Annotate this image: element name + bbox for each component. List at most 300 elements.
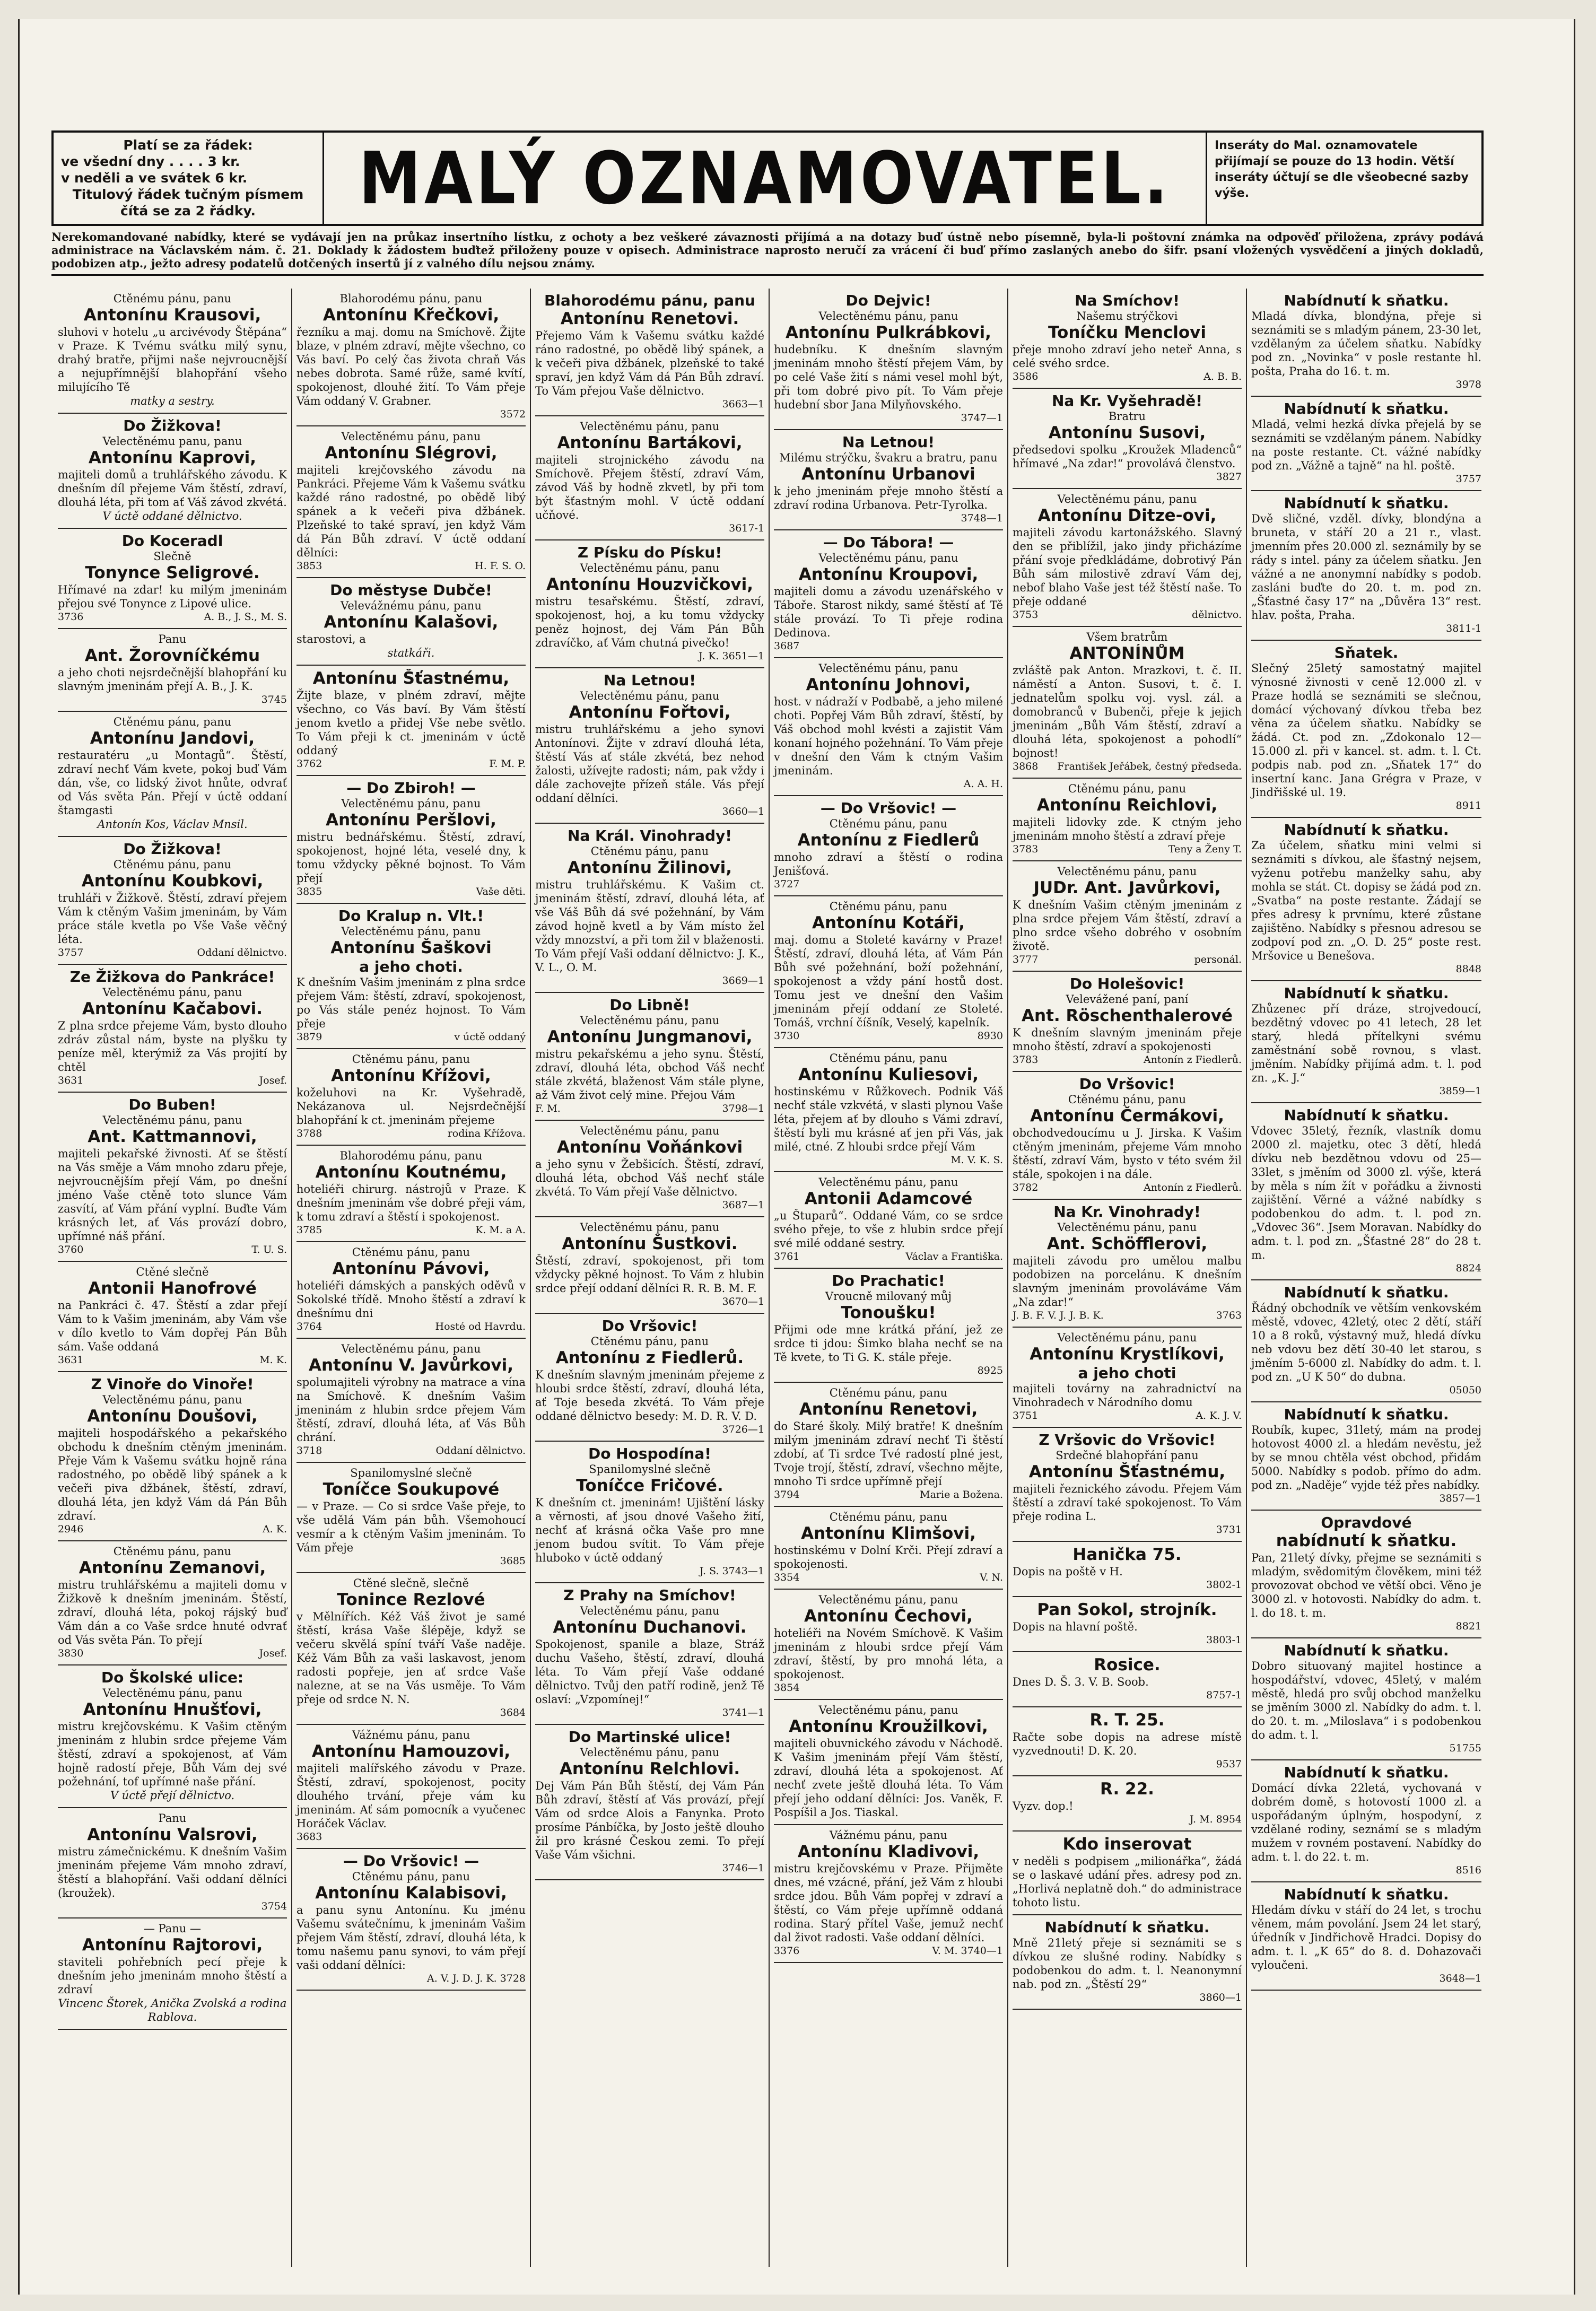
ad-heading: Nabídnutí k sňatku. — [1284, 1106, 1449, 1124]
ad-footer — [58, 946, 287, 959]
ad-body: a jeho choti nejsrdečnější blahopřání ku slavným jmeninám přejí A. B., J. K. — [58, 666, 287, 693]
classified-ad — [296, 1049, 526, 1146]
ad-heading: Na Letnou! — [842, 433, 935, 451]
ad-footer — [1013, 953, 1242, 966]
ad-body: v Mělnířích. Kéž Váš život je samé štěstí, krása Vaše šlépěje, když se večeru skvělá spíní tváří Vaše naděje. Kéž Vám Bůh za vaši laskavost, jenom radosti popřeje, jen ať srdce Vaše nalezne, at se na Vás usměje. To Vám přeje od srdce N. N. — [296, 1610, 526, 1706]
ad-code: 3879 — [296, 1031, 322, 1043]
ad-greeting: Spanilomyslné slečně — [350, 1467, 472, 1479]
ad-footer — [774, 1571, 1003, 1584]
ad-footer — [58, 693, 287, 706]
ad-greeting: Slečně — [153, 550, 191, 563]
ad-heading: Opravdové — [1321, 1514, 1412, 1531]
ad-addressee: Antonínu Voňánkovi — [556, 1138, 743, 1157]
ad-initials: Václav a Františka. — [905, 1251, 1003, 1262]
ad-footer — [1251, 473, 1481, 485]
ad-body: majiteli obuvnického závodu v Náchodě. K Vašim jmeninám přejí Vám štěstí, zdraví, dlouhá léta a spokojenost. Ať nechť zvete ještě dlouhá léta. To Vám přejí jeho oddaní dělníci: Jos. Vaněk, F. Pospíšil a Jos. Tiaskal. — [774, 1737, 1003, 1819]
ad-initials: 9537 — [1216, 1758, 1242, 1770]
ad-footer — [296, 885, 526, 898]
ad-addressee: nabídnutí k sňatku. — [1276, 1531, 1457, 1550]
ad-footer — [1013, 1309, 1242, 1322]
ad-greeting: Ctěnému pánu, panu — [590, 1335, 709, 1348]
classified-ad — [58, 414, 287, 529]
ad-greeting: Velectěnému pánu, panu — [580, 1124, 720, 1137]
ad-footer — [774, 1488, 1003, 1501]
ad-addressee: Antonínu Čermákovi, — [1030, 1106, 1224, 1126]
ad-footer — [1251, 1492, 1481, 1505]
ad-greeting: Velectěnému pánu, panu — [1057, 1331, 1197, 1344]
classified-ad — [535, 668, 764, 824]
ad-heading: Do Vršovic! — [1079, 1075, 1175, 1093]
ad-body: mistru krejčovskému v Praze. Přijměte dnes, mé vzácné, přání, jež Vám z hloubi srdce jdou. Bůh Vám popřej v zdraví a štěstí, co Vám přeje upřímně oddaná rodina. Starý přítel Vaše, jemuž nechť dal život radosti. Vaše oddaní dělníci. — [774, 1862, 1003, 1944]
ad-body: Dnes D. Š. 3. V. B. Soob. — [1013, 1676, 1149, 1688]
classified-ad — [296, 904, 526, 1049]
ad-greeting: Ctěné slečně, slečně — [353, 1577, 469, 1590]
classified-ad — [58, 1372, 287, 1541]
ad-greeting: Velectěnému pánu, panu — [580, 1604, 720, 1617]
ad-footer — [1013, 1813, 1242, 1826]
ad-footer — [1013, 470, 1242, 483]
ad-greeting: Velectěnému pánu, panu — [1057, 1221, 1197, 1234]
classified-ad — [58, 1093, 287, 1262]
ad-body: a jeho synu v Žebšicích. Štěstí, zdraví, dlouhá léta, obchod Váš nechť stále zkvétá. To Vám přejí Vaše dělnictvo. — [535, 1158, 764, 1198]
ad-footer — [1013, 1409, 1242, 1422]
ad-initials: Hosté od Havrdu. — [435, 1321, 526, 1332]
ad-addressee: Ant. Schöfflerovi, — [1046, 1234, 1208, 1253]
ad-initials: 3757 — [1455, 473, 1481, 485]
ad-body: hoteliéři na Novém Smíchově. K Vašim jmeninám z hloubi srdce přejí Vám zdraví, štěstí, by pro mnohá léta, a spokojenost. — [774, 1627, 1003, 1681]
classified-ad — [535, 824, 764, 993]
ad-body: starostovi, a — [296, 633, 366, 646]
classified-ad — [774, 1048, 1003, 1172]
ad-footer — [774, 640, 1003, 652]
ad-initials: 3859—1 — [1439, 1085, 1481, 1097]
ad-addressee: Antonínu Valsrovi, — [87, 1825, 258, 1844]
ad-body: Vyzv. dop.! — [1013, 1800, 1074, 1812]
ad-footer — [296, 1320, 526, 1333]
ad-subheading: a jeho choti — [1078, 1364, 1176, 1382]
classified-ad — [296, 289, 526, 426]
ad-heading: Do Žižkova! — [123, 840, 222, 858]
ad-greeting: Velectěnému pánu, panu — [580, 420, 720, 433]
ad-body: host. v nádraží v Podbabě, a jeho milené choti. Popřej Vám Bůh zdraví, štěstí, by Váš obchod mohl kvésti a zajistit Vám konaní hojného požehnání. To Vám přeje v dnešní den Vám k ctným Vašim jmeninám. — [774, 695, 1003, 777]
ad-footer — [774, 1030, 1003, 1042]
ad-footer — [1013, 1523, 1242, 1536]
ad-footer — [1251, 1085, 1481, 1097]
ad-initials: František Jeřábek, čestný předseda. — [1057, 761, 1242, 772]
ad-footer — [1013, 1758, 1242, 1771]
ad-initials: 3741—1 — [722, 1707, 764, 1719]
ad-footer — [774, 1250, 1003, 1263]
ad-greeting: Velectěnému pánu, panu — [818, 1704, 958, 1716]
ad-code: 3730 — [774, 1030, 800, 1042]
ad-code: 2946 — [58, 1523, 84, 1535]
ad-column — [54, 289, 292, 2267]
ad-greeting: Velectěnému pánu, panu — [818, 1593, 958, 1606]
classified-ad — [58, 837, 287, 965]
ad-greeting: Velectěnému pánu, panu — [102, 986, 242, 999]
ad-signature: matky a sestry. — [130, 395, 215, 407]
ad-footer — [774, 778, 1003, 790]
ad-addressee: Tonynce Seligrové. — [85, 563, 260, 582]
ad-heading: Na Král. Vinohrady! — [567, 827, 732, 844]
classified-ad — [535, 993, 764, 1121]
ad-body: spolumajiteli výrobny na matrace a vína na Smíchově. K dnešním Vašim jmeninám z hlubin srdce přejem Vám štěstí, zdraví, dlouhá léta, ať Vás Bůh chrání. — [296, 1376, 526, 1444]
ad-heading: Do městyse Dubče! — [330, 581, 492, 599]
ad-initials: V. M. 3740—1 — [932, 1945, 1003, 1957]
ad-initials: 8848 — [1455, 963, 1481, 975]
ad-initials: 3860—1 — [1199, 1992, 1242, 2003]
ad-body: restauratéru „u Montagů“. Štěstí, zdraví nechť Vám kvete, pokoj buď Vám dán, vše, co lidský život hnůte, odvrať od Vás světa Pán. Přejí v úctě oddaní štamgasti — [58, 749, 287, 817]
ad-body: Štěstí, zdraví, spokojenost, při tom vždycky pěkné hojnost. To Vám z hlubin srdce přejí oddaní dělníci R. R. B. M. F. — [535, 1254, 764, 1295]
ad-footer — [535, 805, 764, 818]
ad-heading: Do Vršovic! — [601, 1317, 698, 1335]
ad-greeting: Velectěnému pánu, panu — [102, 1687, 242, 1699]
ad-footer — [1013, 1689, 1242, 1702]
ad-addressee: ANTONÍNŮM — [1069, 644, 1185, 663]
ad-footer — [58, 1354, 287, 1366]
ad-body: zvláště pak Anton. Mrazkovi, t. č. II. náměstí a Anton. Susovi, t. č. I. jednatelům spolku voj. vysl. zál. a domobranců v Bubenči, přeje k jejich jmeninám „Bůh Vám štěstí, zdraví a dlouhá léta, spokojenost a pohodlí“ bojnost! — [1013, 664, 1242, 760]
ad-code: 3753 — [1013, 609, 1039, 621]
ad-signature: statkáři. — [387, 647, 435, 659]
ad-greeting: Ctěnému pánu, panu — [829, 1052, 948, 1065]
ad-addressee: Antonínu Kroužilkovi, — [789, 1717, 988, 1736]
classified-ad — [1251, 641, 1481, 818]
ad-body: mistru truhlářskému a majiteli domu v Žižkově k dnešním jmeninám. Štěstí, zdraví, dlouhá léta, pokoj rájský buď Vám dán a co Vaše srdce hnuté odvrať od Vás světa Pán. To přejí — [58, 1579, 287, 1646]
ad-heading: Z Vršovic do Vršovic! — [1039, 1431, 1216, 1449]
ad-footer — [58, 1074, 287, 1087]
ad-addressee: Antonínu Peršlovi, — [326, 810, 496, 830]
ad-body: hoteliéři chirurg. nástrojů v Praze. K dnešním jmeninám vše dobré přeji vám, k tomu zdraví a štěstí i spokojenost. — [296, 1183, 526, 1223]
classified-ad — [1013, 489, 1242, 627]
ad-footer — [58, 1523, 287, 1536]
ad-body: — v Praze. — Co si srdce Vaše přeje, to vše udělá Vám pán bůh. Všemohoucí vesmír a k ctěným Vašim jmeninám. To Vám přeje — [296, 1500, 526, 1554]
ad-greeting: Velectěnému pánu, panu — [818, 662, 958, 675]
ad-body: majiteli továrny na zahradnictví na Vinohradech v Národního domu — [1013, 1382, 1242, 1409]
ad-addressee: Antonínu Kotáři, — [812, 913, 965, 932]
ad-addressee: Antonínu V. Javůrkovi, — [308, 1356, 514, 1375]
ad-addressee: Ant. Röschenthalerové — [1022, 1006, 1233, 1025]
ad-greeting: Velectěnému pánu, panu — [580, 1221, 720, 1234]
ad-footer — [296, 1555, 526, 1567]
classified-ad — [1013, 861, 1242, 972]
ad-heading: Do Koceradl — [121, 532, 223, 550]
ad-greeting: Ctěnému pánu, panu — [1068, 1093, 1187, 1106]
ad-addressee: R. 22. — [1100, 1780, 1154, 1799]
classified-ad — [58, 712, 287, 837]
ad-footer — [774, 1944, 1003, 1957]
ad-addressee: Antonínu Kuliesovi, — [798, 1065, 979, 1084]
ad-body: Slečný 25letý samostatný majitel výnosné živnosti v ceně 12.000 zl. v Praze hodlá se seznámiti se slečnou, domácí výchovaný dívkou třeba bez věna za účelem sňatku. Nabídky se žádá. Ct. pod zn. „Zdokonalo 12—15.000 zl. při v kancel. st. adm. t. l. Ct. podpis nab. pod zn. „Sňatek 17“ do insertní kanc. Jana Grégra v Praze, v Jindřišské ul. 19. — [1251, 662, 1481, 799]
ad-addressee: Antonínu Bartákovi, — [557, 433, 743, 452]
ad-footer — [535, 398, 764, 411]
ad-greeting: Velectěnému pánu, panu — [818, 310, 958, 322]
ad-code: 3736 — [58, 611, 84, 623]
ad-initials: 3747—1 — [961, 412, 1003, 424]
ad-footer — [1013, 1634, 1242, 1646]
ad-footer — [1251, 1864, 1481, 1877]
ad-initials: 8757-1 — [1206, 1689, 1242, 1701]
ad-code: 3631 — [58, 1075, 84, 1086]
ad-initials: 3978 — [1455, 379, 1481, 390]
classified-ad — [296, 776, 526, 904]
ad-addressee: Pan Sokol, strojník. — [1037, 1600, 1217, 1619]
ad-greeting: Velevážnému pánu, panu — [341, 599, 482, 612]
ad-footer — [1013, 370, 1242, 383]
ad-addressee: Antonínu Koutnému, — [315, 1163, 507, 1182]
ad-code: 3853 — [296, 560, 322, 572]
classified-ad — [535, 1583, 764, 1725]
ad-body: K dnešním Vašim jmeninám z plna srdce přejem Vám: štěstí, zdraví, spokojenost, po Vás stále penéz hojnost. To Vám přeje — [296, 976, 526, 1030]
ad-code: 3782 — [1013, 1182, 1039, 1193]
ad-code: 3757 — [58, 947, 84, 958]
ad-footer — [296, 408, 526, 421]
ad-code: 3783 — [1013, 1054, 1039, 1066]
classified-ad — [58, 1262, 287, 1372]
ad-initials: 3811-1 — [1446, 623, 1481, 634]
ad-initials: 8925 — [977, 1365, 1003, 1376]
newspaper-page — [18, 19, 1575, 2295]
ad-footer — [296, 1127, 526, 1140]
ad-body: Za účelem, sňatku mini velmi si seznámiti s dívkou, ale šťastný nejsem, vyženu potřebu manželky sahu, aby mohla se stát. Ct. dopisy se žádá pod zn. „Svatba“ na poste restante. Žádají se přes adresy k prvnímu, které zůstane zajištěno. Nabídky s přesnou adresou se zodpoví pod zn. „O. D. 25“ poste rest. Mršovice u Benešova. — [1251, 839, 1481, 962]
classified-ad — [1251, 1402, 1481, 1511]
ad-initials: 3617-1 — [729, 522, 764, 534]
ad-addressee: Antonínu Johnovi, — [806, 675, 971, 694]
ad-addressee: Antonínu Krystlíkovi, — [1030, 1345, 1225, 1364]
ad-initials: 3687—1 — [722, 1199, 764, 1211]
ad-addressee: Antonínu Kroupovi, — [798, 565, 979, 584]
ad-addressee: Antonínu Renetovi. — [560, 309, 739, 328]
ad-body: majiteli závodu kartonážského. Slavný den se přiblížil, jako jindy přicházíme přání svoje předkládáme, dobrotivý Pán Bůh sám milostivě zdraví Vám dej, nebof blaho Vaše jest též štěstí naše. To přeje oddané — [1013, 526, 1242, 608]
classified-ad — [1013, 389, 1242, 489]
ad-body: Mladá, velmi hezká dívka přejelá by se seznámiti se vzdělaným pánem. Nabídky na poste restante. Ct. vážné nabídky pod zn. „Vážně a tajně“ na hl. poště. — [1251, 418, 1481, 472]
ad-addressee: Antonínu Šustkovi. — [562, 1234, 738, 1253]
ad-initials: Teny a Ženy T. — [1168, 843, 1242, 855]
classified-ad — [1251, 397, 1481, 491]
ad-initials: J. S. 3743—1 — [699, 1565, 764, 1577]
ad-addressee: Antonínu Šaškovi — [330, 938, 492, 957]
ad-initials: 3670—1 — [722, 1296, 764, 1307]
ad-code: 3718 — [296, 1445, 322, 1457]
ad-initials: 3798—1 — [722, 1103, 764, 1114]
ad-heading: Na Kr. Vinohrady! — [1053, 1203, 1201, 1220]
classified-ad — [296, 578, 526, 666]
ad-footer — [58, 1243, 287, 1256]
ad-footer — [58, 1900, 287, 1913]
ad-footer — [774, 1681, 1003, 1694]
classified-ad — [58, 965, 287, 1093]
ad-addressee: Antonínu Reichlovi, — [1036, 796, 1218, 815]
ad-heading: Do Školské ulice: — [101, 1669, 244, 1686]
ad-addressee: Antonínu Renetovi, — [799, 1400, 978, 1419]
ad-footer — [296, 1972, 526, 1985]
ad-initials: Marie a Božena. — [920, 1489, 1003, 1501]
ad-heading: Do Kralup n. Vlt.! — [338, 907, 484, 925]
ad-addressee: Antonínu Hamouzovi, — [311, 1742, 511, 1761]
ad-addressee: Antonínu Šťastnému, — [1028, 1462, 1226, 1481]
ad-heading: Do Holešovic! — [1069, 975, 1185, 992]
ad-heading: Do Dejvic! — [845, 292, 931, 309]
ad-greeting: Velectěnému pánu, panu — [102, 1114, 242, 1127]
ad-initials: A. K. J. V. — [1196, 1410, 1242, 1422]
classified-ad — [774, 1172, 1003, 1269]
ad-heading: Z Prahy na Smíchov! — [563, 1586, 736, 1604]
ad-code: 3761 — [774, 1251, 800, 1262]
ad-body: Vdovec 35letý, řezník, vlastník domu 2000 zl. majetku, otec 3 dětí, hledá dívku neb bezdětnou vdovu od 25—33let, s jměním od 3000 zl. výše, která by měla s ním žít v pořádku a živnosti zajištění. Věrné a vážné nabídky s podobenkou do adm. t. l. pod zn. „Vdovec 36“. Jsem Moravan. Nabídky do adm. t. l. pod zn. „Šťastné 28“ do 28 t. m. — [1251, 1124, 1481, 1261]
ad-addressee: Antonínu Žilinovi, — [567, 858, 732, 877]
ad-initials: 3803-1 — [1206, 1634, 1242, 1646]
classified-ad — [296, 666, 526, 776]
ad-greeting: Ctěnému pánu, panu — [113, 858, 232, 871]
ad-initials: 3731 — [1216, 1524, 1242, 1536]
ad-initials: A. B., J. S., M. S. — [204, 611, 287, 623]
ad-body: Mně 21letý přeje si seznámiti se s dívkou ze slušné rodiny. Nabídky s podobenkou do adm. t. l. Neanonymní nab. pod zn. „Štěstí 29“ — [1013, 1937, 1242, 1991]
ad-body: a panu synu Antonínu. Ku jménu Vašemu svátečnímu, k jmeninám Vašim přejem Vám štěstí, zdraví, dlouhá léta, k tomu našemu panu synovi, to vám přejí vaši oddaní dělníci: — [296, 1904, 526, 1972]
ad-greeting: Ctěnému pánu, panu — [113, 292, 232, 305]
ad-initials: 3746—1 — [722, 1862, 764, 1874]
ad-initials: 3663—1 — [722, 398, 764, 410]
ad-initials: 3669—1 — [722, 975, 764, 987]
ad-addressee: Antonínu Čechovi, — [804, 1607, 973, 1626]
ad-body: Řádný obchodník ve větším venkovském městě, vdovec, 42letý, otec 2 dětí, stáří 10 a 8 roků, výstavný muž, hledá dívku neb vdovu bez dětí 30-40 let starou, s jměním 5-6000 zl. Nabídky do adm. t. l. pod zn. „U K 50“ do dubna. — [1251, 1302, 1481, 1383]
ad-signature: Vincenc Štorek, Anička Zvolská a rodina Rablova. — [58, 1997, 287, 2024]
ad-code: 3683 — [296, 1831, 322, 1843]
ad-footer — [774, 412, 1003, 424]
classified-ad — [774, 658, 1003, 796]
classified-ad — [58, 529, 287, 629]
classified-ad — [535, 1314, 764, 1442]
ad-addressee: Antonínu Kačabovi. — [82, 999, 263, 1018]
ad-body: mistru zámečnickému. K dnešním Vašim jmeninám přejeme Vám mnoho zdraví, štěstí a blahopřání. Vaši oddaní dělníci (kroužek). — [58, 1845, 287, 1899]
ad-heading: Nabídnutí k sňatku. — [1284, 1886, 1449, 1903]
ad-footer — [296, 1031, 526, 1043]
ad-body: majiteli malířského závodu v Praze. Štěstí, zdraví, spokojenost, pocity dlouhého trvání, přeje vám ku jmeninám. Ať sám pomocník a vyučenec Horáček Václav. — [296, 1762, 526, 1830]
classified-ad — [1251, 1760, 1481, 1882]
ad-addressee: Antonínu Jandovi, — [90, 729, 255, 748]
classified-ad — [1251, 1103, 1481, 1280]
ad-code: 3631 — [58, 1354, 84, 1366]
ad-addressee: Toníčce Soukupové — [322, 1480, 500, 1499]
ad-footer — [296, 1224, 526, 1236]
ad-greeting: Velectěnému pánu, panu — [818, 1176, 958, 1189]
ad-body: majiteli hospodářského a pekařského obchodu k dnešním ctěným jmeninám. Přeje Vám k Vašemu svátku hojně rána radostného, po obědě libý spánek a k večeři piva džbánek, štěstí, zdraví, dlouhá léta, jen když Vám dá Pán Bůh zdraví. — [58, 1427, 287, 1522]
ad-footer — [1251, 1742, 1481, 1755]
ad-greeting: Vážnému pánu, panu — [829, 1829, 948, 1842]
ad-footer — [774, 512, 1003, 525]
ad-addressee: Antonínu Kalabisovi, — [315, 1883, 507, 1903]
ad-footer — [1013, 760, 1242, 773]
ad-code: 3854 — [774, 1682, 800, 1694]
ad-initials: V. N. — [980, 1572, 1003, 1583]
ad-initials: M. V. K. S. — [950, 1154, 1003, 1166]
classified-ad — [774, 289, 1003, 430]
ad-addressee: Tonince Rezlové — [337, 1590, 485, 1609]
ad-heading: Do Martinské ulice! — [568, 1728, 731, 1746]
classified-ad — [774, 430, 1003, 530]
ad-initials: A. V. J. D. J. K. 3728 — [427, 1973, 526, 1984]
ad-addressee: Antonínu Krausovi, — [83, 306, 261, 325]
ad-body: v neděli s podpisem „milionářka“, žádá se o laskavé udání přes. adresy pod zn. „Horlivá neplatně doh.“ do administrace tohoto listu. — [1013, 1855, 1242, 1909]
ad-addressee: Antonínu z Fiedlerů. — [555, 1348, 744, 1367]
ad-initials: Vaše děti. — [476, 886, 526, 897]
ad-addressee: Antonínu Křížovi, — [331, 1066, 491, 1085]
ad-footer — [58, 611, 287, 623]
ad-body: Dopis na poště v H. — [1013, 1565, 1123, 1578]
ad-body: hudebníku. K dnešním slavným jmeninám mnoho štěstí přejem Vám, by po celé Vaše žití s námi vesel mohl být, při tom dobré pivo pít. To Vám přeje hudební sbor Jana Milyňovského. — [774, 343, 1003, 411]
ad-greeting: Velectěnému panu, panu — [102, 435, 242, 448]
ad-greeting: Ctěnému pánu, panu — [352, 1246, 470, 1259]
classified-ad — [1251, 1882, 1481, 1991]
ad-greeting: Ctěnému pánu, panu — [352, 1870, 470, 1883]
ad-code: 3760 — [58, 1244, 84, 1255]
rates-line: ve všední dny . . . . 3 kr. — [61, 154, 240, 169]
ad-addressee: Antonínu Fořtovi, — [569, 703, 731, 722]
ad-initials: T. U. S. — [251, 1244, 287, 1255]
ad-code: 3830 — [58, 1647, 84, 1659]
classified-ad — [1013, 1597, 1242, 1652]
classified-ad — [1013, 1200, 1242, 1328]
ad-rates-box — [54, 133, 324, 224]
ad-initials: A. A. H. — [963, 778, 1003, 790]
ad-initials: 3684 — [500, 1707, 526, 1719]
ad-greeting: Velectěnému pánu, panu — [580, 690, 720, 702]
ad-heading: Sňatek. — [1334, 644, 1399, 661]
ad-heading: Do Buben! — [128, 1096, 216, 1113]
ad-greeting: Ctěnému pánu, panu — [1068, 782, 1187, 795]
ad-addressee: Ant. Kattmannovi, — [88, 1127, 257, 1146]
ad-addressee: JUDr. Ant. Javůrkovi, — [1033, 878, 1221, 897]
ad-addressee: Antonii Adamcové — [804, 1189, 973, 1208]
ad-signature: V úctě přejí dělnictvo. — [110, 1789, 235, 1802]
ad-footer — [1013, 843, 1242, 856]
ad-greeting: Ctěnému pánu, panu — [113, 1545, 232, 1558]
ad-initials: H. F. S. O. — [475, 560, 526, 572]
ad-body: mistru truhlářskému a jeho synovi Antonínovi. Žijte v zdraví dlouhá léta, štěstí Vás ať stále zkvétá, bez nehod žalosti, užívejte radosti; nám, pak vždy i dále zachovejte přízeň stále. Vás přejí oddaní dělníci. — [535, 723, 764, 805]
ad-initials: A. B. B. — [1203, 371, 1242, 382]
ad-heading: — Do Vršovic! — — [820, 799, 957, 817]
ad-greeting: Ctěnému pánu, panu — [829, 1386, 948, 1399]
classified-ad — [1251, 1280, 1481, 1402]
ad-initials: 3726—1 — [722, 1424, 764, 1435]
ad-footer — [535, 1565, 764, 1577]
ad-greeting: Panu — [158, 1812, 187, 1825]
ad-greeting: — Panu — — [143, 1922, 202, 1935]
ad-body: majiteli domu a závodu uzenářského v Táboře. Starost nikdy, samé štěstí ať Tě stále provází. To Ti přeje rodina Dedinova. — [774, 585, 1003, 639]
ad-initials: A. K. — [262, 1523, 287, 1535]
ad-footer — [1251, 963, 1481, 975]
ad-body: K dnešním slavným jmeninám přeje mnoho štěstí, zdraví a spokojenosti — [1013, 1026, 1242, 1053]
classified-ad — [774, 530, 1003, 658]
ad-footer — [296, 1444, 526, 1457]
ad-addressee: Antonínu Zemanovi, — [79, 1558, 266, 1577]
ad-body: „u Štuparů“. Oddané Vám, co se srdce svého přeje, to vše z hlubin srdce přejí své milé oddané sestry. — [774, 1209, 1003, 1250]
ad-body: obchodvedoucímu u J. Jirska. K Vašim ctěným jmeninám, přejeme Vám mnoho štěstí, zdraví Vám, bysto v této svém žil stále, spokojen i na dále. — [1013, 1127, 1242, 1181]
ad-addressee: Antonínu z Fiedlerů — [797, 831, 980, 850]
ad-body: hostinskému v Růžkovech. Podnik Váš nechť stále vzkvétá, v slasti plynou Vaše léta, přejem ať by dlouho s Vámi zdraví, štěstí byli mu krásné ať jen při Vás, jak milé, ctné. Z hloubi srdce přejí Vám — [774, 1085, 1003, 1153]
ad-greeting: Velectěnému pánu, panu — [341, 925, 481, 938]
classified-ad — [774, 1383, 1003, 1507]
classified-ad — [774, 1700, 1003, 1825]
ad-body: mistru bednářskému. Štěstí, zdraví, spokojenost, hojné léta, veselé dny, k tomu vždycky pěkné bojnost. To Vám přejí — [296, 831, 526, 885]
ad-footer — [296, 1830, 526, 1843]
ad-body: majiteli pekařské živnosti. Ať se štěstí na Vás směje a Vám mnoho zdaru přeje, nejvroucnějším přejí Vám, po dnešní jméno Vaše ctěně toto slunce Vám zasvítí, ať Vám přání vyplní. Buďte Vám krásných let, ať Vás provází dobro, upřímné náš přání. — [58, 1147, 287, 1243]
ad-body: majiteli řeznického závodu. Přejem Vám štěstí a zdraví také spokojenost. To Vám přeje rodina L. — [1013, 1482, 1242, 1523]
classified-ad — [1251, 1638, 1481, 1760]
ad-body: přeje mnoho zdraví jeho neteř Anna, s celé svého srdce. — [1013, 343, 1242, 370]
ad-greeting: Ctěnému pánu, panu — [590, 845, 709, 858]
ad-greeting: Velectěnému pánu, panu — [341, 1342, 481, 1355]
classified-ad — [1251, 491, 1481, 641]
ad-heading: Nabídnutí k sňatku. — [1284, 1764, 1449, 1781]
